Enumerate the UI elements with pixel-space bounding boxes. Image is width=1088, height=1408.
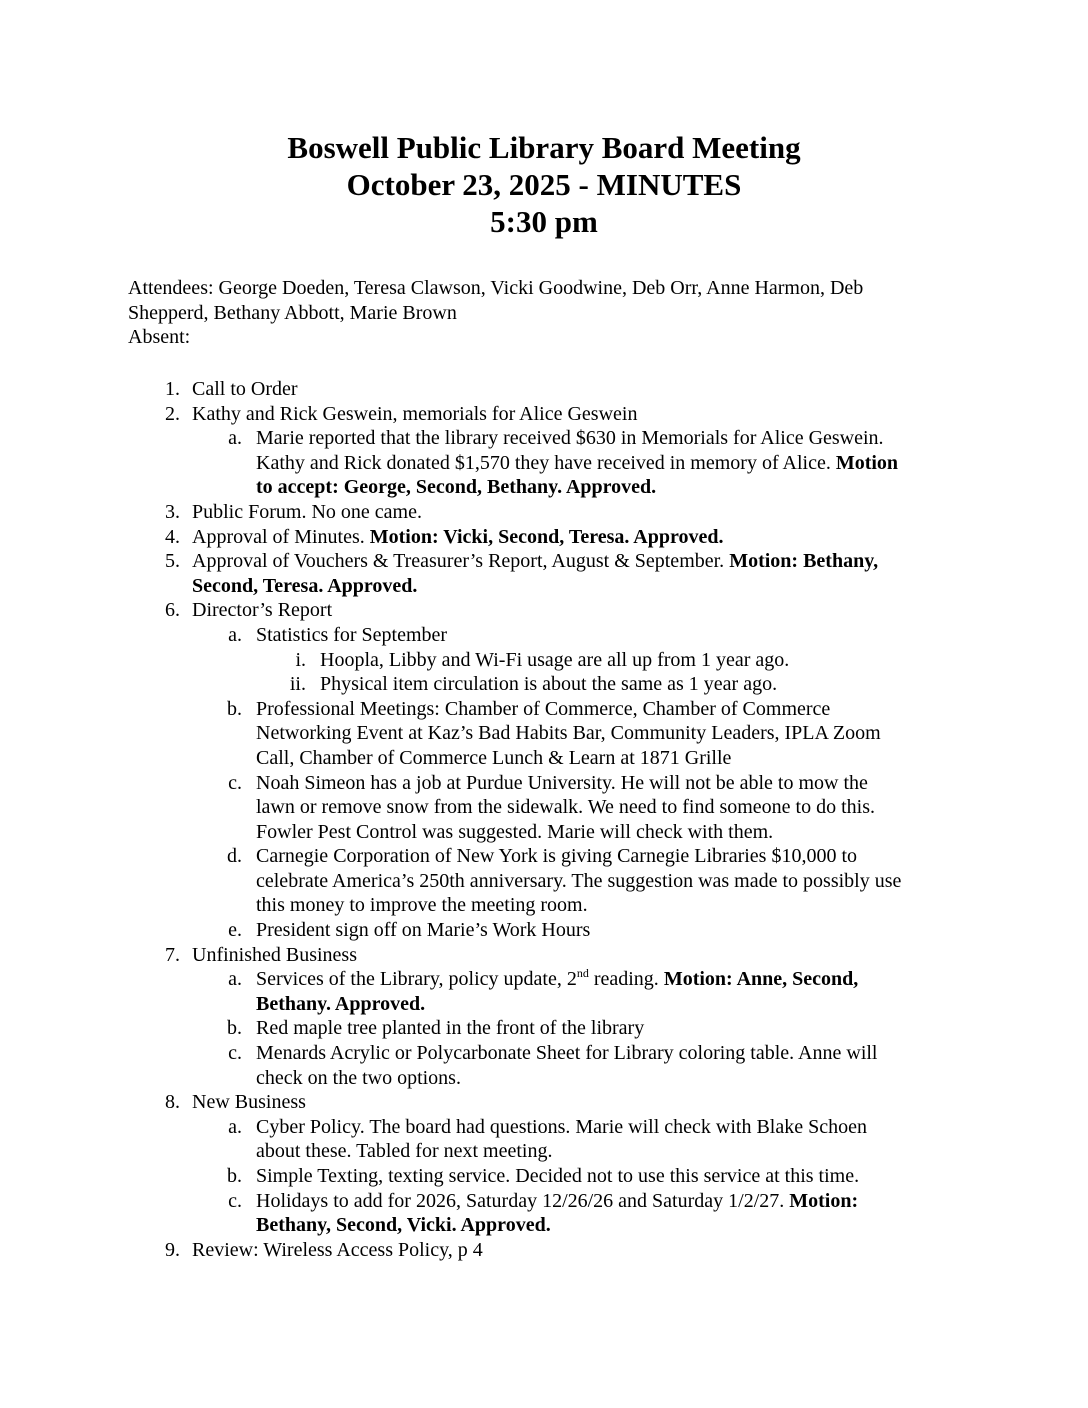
sub-item-letter: e. — [228, 919, 242, 942]
sub-item-text: celebrate America’s 250th anniversary. The suggestion was made to possibly use — [256, 869, 902, 892]
item-text: Unfinished Business — [192, 943, 357, 966]
sub-item — [0, 1164, 1088, 1189]
sub-item-continuation — [0, 451, 1088, 476]
sub-item-letter: b. — [227, 1165, 242, 1187]
motion-text: Motion: Anne, Second, — [663, 968, 859, 991]
item-text: Review: Wireless Access Policy, p 4 — [192, 1238, 483, 1261]
sub-sub-item — [0, 648, 1088, 673]
sub-item-text: Cyber Policy. The board had questions. Marie will check with Blake Schoen — [256, 1115, 867, 1138]
item-number: 4. — [165, 525, 180, 548]
sub-item-text: Red maple tree planted in the front of the library — [256, 1017, 645, 1040]
sub-item-text: Fowler Pest Control was suggested. Marie will check with them. — [256, 820, 774, 843]
sub-item — [0, 426, 1088, 451]
sub-item-text: President sign off on Marie’s Work Hours — [256, 919, 591, 942]
item-text: Director’s Report — [192, 599, 333, 622]
sub-item-continuation — [0, 1066, 1088, 1091]
sub-item-text: Noah Simeon has a job at Purdue University. He will not be able to mow the — [256, 771, 868, 794]
sub-item — [0, 1041, 1088, 1066]
sub-sub-item-numeral: i. — [295, 648, 306, 671]
sub-item-text: Holidays to add for 2026, Saturday 12/26/26 and Saturday 1/2/27. — [256, 1189, 790, 1212]
motion-text: to accept: George, Second, Bethany. Approved. — [256, 476, 657, 499]
list-item — [0, 943, 1088, 968]
sub-item-letter: a. — [228, 968, 242, 991]
sub-item-letter: d. — [227, 845, 242, 868]
motion-text: Motion: Vicki, Second, Teresa. Approved. — [369, 525, 724, 548]
sub-item-text: Services of the Library, policy update, 2 — [256, 968, 577, 991]
sub-item-letter: c. — [228, 1189, 242, 1212]
sub-item-text: reading. — [588, 968, 664, 991]
sub-item — [0, 1115, 1088, 1140]
item-number: 3. — [165, 500, 180, 523]
item-number: 2. — [165, 402, 180, 425]
sub-item-letter: c. — [228, 771, 242, 794]
sub-item-continuation — [0, 1213, 1088, 1238]
item-text: Public Forum. No one came. — [192, 500, 422, 523]
item-number: 5. — [165, 550, 180, 573]
item-text: Kathy and Rick Geswein, memorials for Alice Geswein — [192, 402, 638, 425]
sub-item-continuation — [0, 475, 1088, 500]
sub-item — [0, 1189, 1088, 1214]
item-text: Approval of Vouchers & Treasurer’s Report, August & September. — [192, 550, 730, 573]
title-line-2: October 23, 2025 - MINUTES — [346, 167, 742, 202]
sub-item-letter: b. — [227, 697, 242, 720]
sub-item-continuation — [0, 721, 1088, 746]
motion-text: Bethany. Approved. — [256, 992, 426, 1015]
sub-item — [0, 844, 1088, 869]
attendees-line-1: Attendees: George Doeden, Teresa Clawson, Vicki Goodwine, Deb Orr, Anne Harmon, Deb — [128, 277, 864, 299]
document-title — [0, 129, 1088, 240]
sub-item-letter: c. — [228, 1042, 242, 1065]
sub-item-text: Networking Event at Kaz’s Bad Habits Bar, Community Leaders, IPLA Zoom — [256, 722, 881, 745]
title-line-1: Boswell Public Library Board Meeting — [287, 130, 801, 165]
sub-item-continuation — [0, 820, 1088, 845]
sub-item-continuation — [0, 795, 1088, 820]
sub-item-text: Simple Texting, texting service. Decided not to use this service at this time. — [256, 1165, 860, 1187]
item-text: Approval of Minutes. — [192, 525, 370, 548]
absent-line: Absent: — [128, 326, 191, 349]
sub-item-text: Kathy and Rick donated $1,570 they have received in memory of Alice. — [256, 451, 836, 474]
list-item — [0, 1090, 1088, 1115]
sub-item — [0, 697, 1088, 722]
sub-item-continuation — [0, 1139, 1088, 1164]
sub-item-text: lawn or remove snow from the sidewalk. We need to find someone to do this. — [256, 796, 876, 819]
list-item — [0, 525, 1088, 550]
motion-text: Motion — [835, 451, 899, 474]
sub-item-text: about these. Tabled for next meeting. — [256, 1140, 553, 1163]
list-item — [0, 598, 1088, 623]
sub-item-letter: b. — [227, 1017, 242, 1040]
item-text: New Business — [192, 1091, 306, 1114]
sub-sub-item — [0, 672, 1088, 697]
item-continuation — [0, 574, 1088, 599]
list-item — [0, 402, 1088, 427]
sub-sub-item-text: Physical item circulation is about the same as 1 year ago. — [320, 673, 778, 696]
motion-text: Second, Teresa. Approved. — [192, 574, 418, 597]
item-number: 7. — [165, 943, 180, 966]
sub-item-continuation — [0, 992, 1088, 1017]
sub-item — [0, 918, 1088, 943]
list-item — [0, 1238, 1088, 1263]
item-number: 6. — [165, 599, 180, 622]
sub-item-continuation — [0, 869, 1088, 894]
attendees-section — [128, 276, 958, 350]
sub-item-text: check on the two options. — [256, 1066, 461, 1089]
attendees-line-2: Shepperd, Bethany Abbott, Marie Brown — [128, 301, 457, 324]
list-item — [0, 549, 1088, 574]
sub-item — [0, 623, 1088, 648]
item-text: Call to Order — [192, 378, 298, 400]
motion-text: Motion: — [789, 1189, 859, 1212]
sub-item-text: Call, Chamber of Commerce Lunch & Learn at 1871 Grille — [256, 746, 732, 769]
sub-item-text: Carnegie Corporation of New York is giving Carnegie Libraries $10,000 to — [256, 845, 858, 868]
sub-item-text: Marie reported that the library received $630 in Memorials for Alice Geswein. — [256, 427, 884, 450]
sub-item-letter: a. — [228, 623, 242, 646]
sub-item — [0, 1016, 1088, 1041]
sub-item-text: Menards Acrylic or Polycarbonate Sheet for Library coloring table. Anne will — [256, 1042, 878, 1065]
sub-item-continuation — [0, 746, 1088, 771]
sub-item-continuation — [0, 893, 1088, 918]
sub-sub-item-numeral: ii. — [289, 673, 306, 696]
list-item — [0, 500, 1088, 525]
sub-item — [0, 771, 1088, 796]
sub-item-text: this money to improve the meeting room. — [256, 894, 588, 917]
sub-item-text: Professional Meetings: Chamber of Commerce, Chamber of Commerce — [256, 697, 831, 720]
sub-item-text: Statistics for September — [256, 623, 448, 646]
title-line-3: 5:30 pm — [490, 204, 598, 239]
ordinal-suffix: nd — [576, 966, 589, 981]
item-number: 8. — [165, 1091, 180, 1114]
motion-text: Motion: Bethany, — [729, 550, 879, 573]
list-item — [0, 377, 1088, 402]
sub-item-letter: a. — [228, 427, 242, 450]
agenda-list — [0, 377, 1088, 1262]
sub-item — [0, 967, 1088, 992]
item-number: 1. — [165, 378, 180, 400]
sub-item-letter: a. — [228, 1115, 242, 1138]
motion-text: Bethany, Second, Vicki. Approved. — [256, 1214, 551, 1237]
item-number: 9. — [165, 1238, 180, 1261]
sub-sub-item-text: Hoopla, Libby and Wi-Fi usage are all up from 1 year ago. — [320, 648, 790, 671]
